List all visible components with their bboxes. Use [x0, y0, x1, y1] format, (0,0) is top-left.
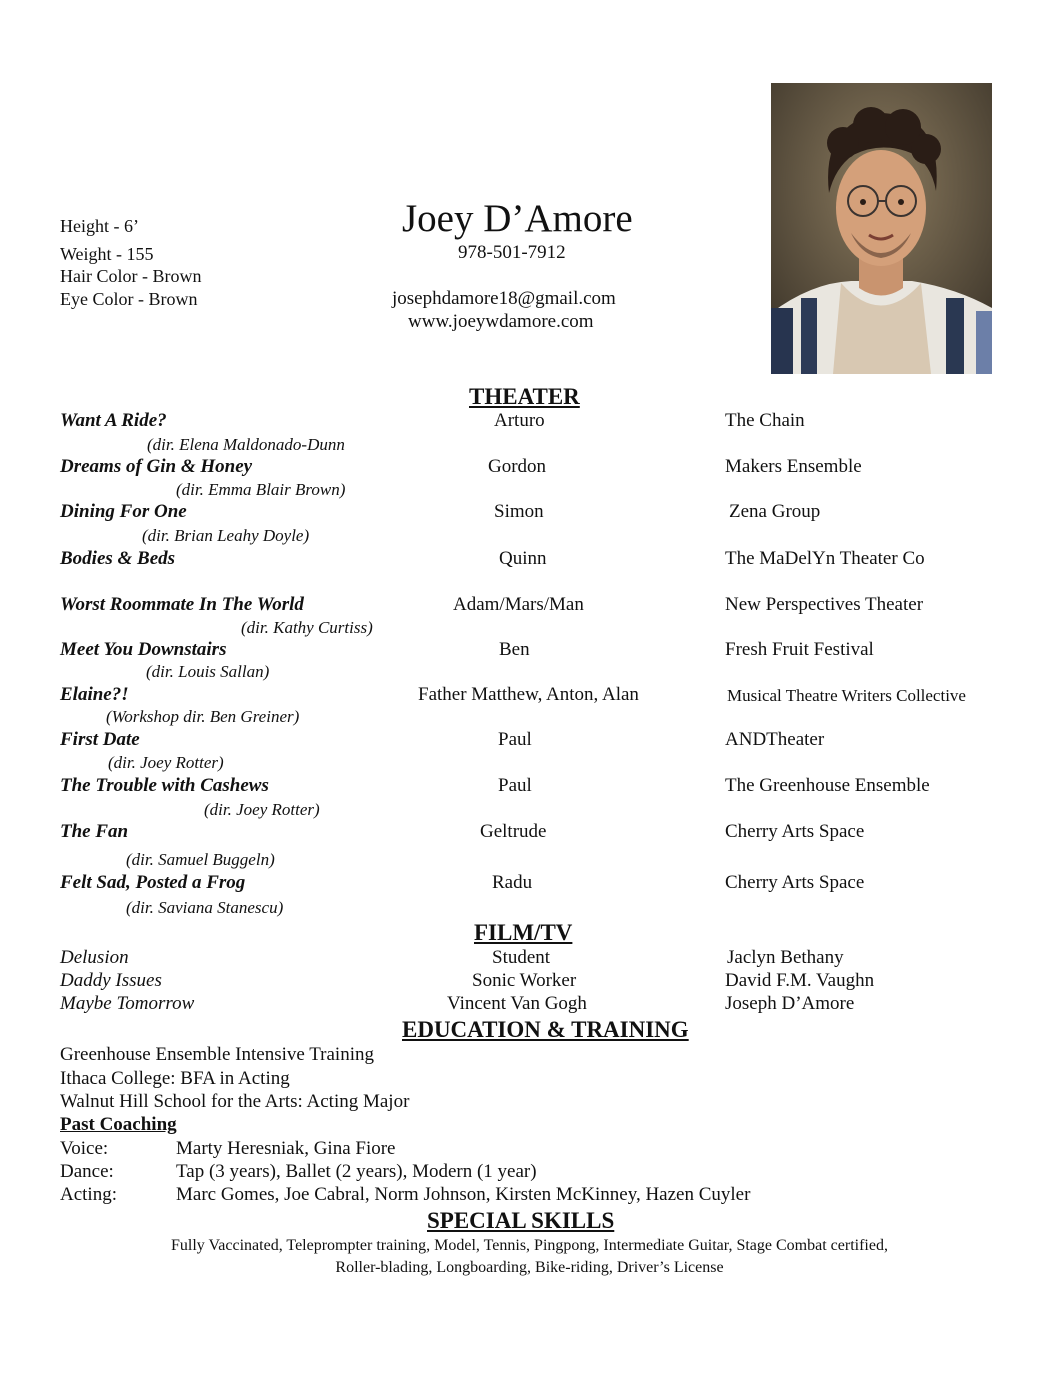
theater-director: (dir. Brian Leahy Doyle) — [142, 526, 310, 545]
theater-role: Ben — [499, 639, 530, 660]
theater-company: The Greenhouse Ensemble — [725, 775, 930, 796]
coaching-label: Voice: — [60, 1138, 109, 1159]
film-tv-heading: FILM/TV — [474, 920, 573, 945]
film-title: Daddy Issues — [60, 970, 162, 991]
theater-heading: THEATER — [469, 384, 580, 409]
theater-title: Worst Roommate In The World — [60, 594, 304, 615]
theater-director: (dir. Elena Maldonado-Dunn — [147, 435, 345, 454]
theater-company: Makers Ensemble — [725, 456, 862, 477]
education-heading: EDUCATION & TRAINING — [402, 1017, 689, 1042]
education-item: Walnut Hill School for the Arts: Acting Major — [60, 1091, 410, 1112]
coaching-label: Acting: — [60, 1184, 117, 1205]
film-title: Maybe Tomorrow — [60, 993, 195, 1014]
headshot-photo — [771, 83, 992, 374]
skills-line-2: Roller-blading, Longboarding, Bike-riding, Driver’s License — [335, 1259, 724, 1276]
theater-role: Geltrude — [480, 821, 547, 842]
past-coaching-heading: Past Coaching — [60, 1114, 177, 1135]
theater-title: Dreams of Gin & Honey — [60, 456, 253, 477]
theater-title: Want A Ride? — [60, 410, 167, 431]
theater-title: Meet You Downstairs — [60, 639, 227, 660]
coaching-value: Tap (3 years), Ballet (2 years), Modern (1 year) — [176, 1161, 537, 1182]
theater-title: Dining For One — [60, 501, 187, 522]
theater-company: Musical Theatre Writers Collective — [727, 686, 966, 705]
theater-director: (dir. Joey Rotter) — [204, 800, 320, 819]
theater-company: The MaDelYn Theater Co — [725, 548, 925, 569]
theater-title: The Fan — [60, 821, 129, 842]
theater-role: Father Matthew, Anton, Alan — [418, 684, 639, 705]
theater-company: Cherry Arts Space — [725, 821, 865, 842]
film-director: David F.M. Vaughn — [725, 970, 875, 991]
film-role: Sonic Worker — [472, 970, 577, 991]
film-role: Student — [492, 947, 551, 968]
actor-name: Joey D’Amore — [402, 197, 633, 240]
coaching-label: Dance: — [60, 1161, 114, 1182]
website-url: www.joeywdamore.com — [408, 311, 594, 332]
film-director: Jaclyn Bethany — [727, 947, 844, 968]
coaching-value: Marc Gomes, Joe Cabral, Norm Johnson, Kirsten McKinney, Hazen Cuyler — [176, 1184, 751, 1205]
theater-director: (dir. Louis Sallan) — [146, 662, 270, 681]
theater-title: First Date — [60, 729, 140, 750]
weight-stat: Weight - 155 — [60, 244, 154, 264]
theater-company: The Chain — [725, 410, 805, 431]
skills-line-1: Fully Vaccinated, Teleprompter training, Model, Tennis, Pingpong, Intermediate Guitar, Stage Combat certified, — [171, 1237, 888, 1254]
theater-title: Elaine?! — [60, 684, 129, 705]
theater-role: Arturo — [494, 410, 545, 431]
theater-company: Zena Group — [729, 501, 821, 522]
theater-director: (dir. Joey Rotter) — [108, 753, 224, 772]
theater-role: Adam/Mars/Man — [453, 594, 584, 615]
theater-company: ANDTheater — [725, 729, 825, 750]
special-skills-heading: SPECIAL SKILLS — [427, 1208, 615, 1233]
theater-title: Felt Sad, Posted a Frog — [60, 872, 246, 893]
theater-role: Simon — [494, 501, 544, 522]
education-item: Greenhouse Ensemble Intensive Training — [60, 1044, 374, 1065]
theater-company: New Perspectives Theater — [725, 594, 924, 615]
education-item: Ithaca College: BFA in Acting — [60, 1068, 290, 1089]
height-stat: Height - 6’ — [60, 216, 139, 236]
theater-title: The Trouble with Cashews — [60, 775, 269, 796]
theater-director: (dir. Samuel Buggeln) — [126, 850, 275, 869]
film-role: Vincent Van Gogh — [447, 993, 587, 1014]
theater-director: (Workshop dir. Ben Greiner) — [106, 707, 300, 726]
email-address: josephdamore18@gmail.com — [392, 288, 616, 309]
phone-number: 978-501-7912 — [458, 242, 566, 263]
theater-role: Quinn — [499, 548, 547, 569]
theater-title: Bodies & Beds — [60, 548, 176, 569]
theater-company: Cherry Arts Space — [725, 872, 865, 893]
theater-role: Paul — [498, 775, 532, 796]
coaching-value: Marty Heresniak, Gina Fiore — [176, 1138, 396, 1159]
hair-color-stat: Hair Color - Brown — [60, 266, 202, 286]
theater-director: (dir. Saviana Stanescu) — [126, 898, 284, 917]
film-title: Delusion — [60, 947, 129, 968]
theater-company: Fresh Fruit Festival — [725, 639, 874, 660]
eye-color-stat: Eye Color - Brown — [60, 289, 198, 309]
theater-role: Radu — [492, 872, 533, 893]
film-director: Joseph D’Amore — [725, 993, 855, 1014]
theater-director: (dir. Emma Blair Brown) — [176, 480, 346, 499]
theater-role: Paul — [498, 729, 532, 750]
theater-director: (dir. Kathy Curtiss) — [241, 618, 373, 637]
theater-role: Gordon — [488, 456, 547, 477]
